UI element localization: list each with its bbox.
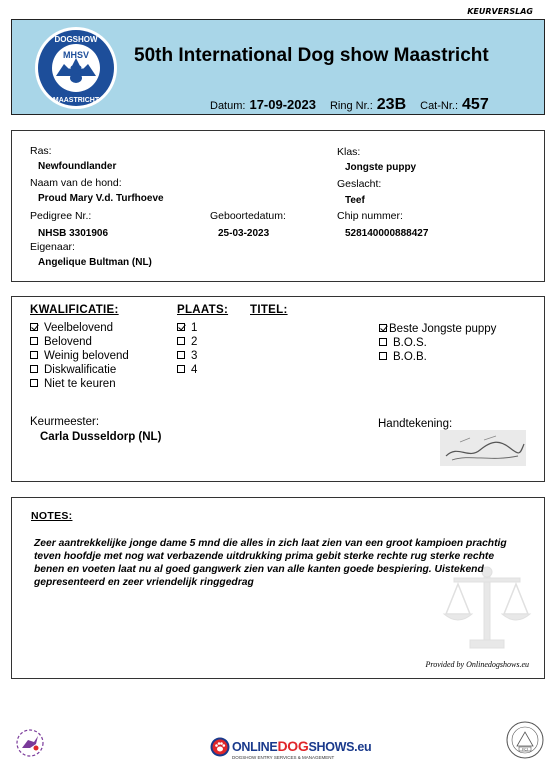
provided-by-text: Provided by Onlinedogshows.eu [425, 660, 529, 669]
pedigree-value: NHSB 3301906 [38, 228, 109, 239]
judge-label: Keurmeester: [30, 416, 100, 428]
show-header [11, 19, 545, 115]
birthdate-label: Geboortedatum: [210, 210, 286, 222]
qualification-heading: KWALIFICATIE: [30, 304, 119, 316]
chip-label: Chip nummer: [337, 210, 403, 222]
qualification-option: Diskwalificatie [30, 364, 116, 378]
catalog-number: 457 [462, 96, 489, 113]
qualification-option: Weinig belovend [30, 350, 129, 364]
checkbox-empty-icon [30, 365, 38, 373]
breed-label: Ras: [30, 145, 52, 157]
checkbox-empty-icon [177, 365, 185, 373]
owner-label: Eigenaar: [30, 241, 75, 253]
checkbox-empty-icon [177, 337, 185, 345]
dog-club-logo [14, 728, 46, 758]
checkbox-empty-icon [379, 352, 387, 360]
brand-tagline: DOGSHOW ENTRY SERVICES & MANAGEMENT [232, 755, 335, 760]
placement-option: 4 [177, 364, 197, 378]
qualification-option: Veelbelovend [30, 322, 113, 336]
judge-name: Carla Dusseldorp (NL) [40, 431, 162, 443]
qualification-option: Niet te keuren [30, 378, 116, 392]
brand-name: ONLINEDOGSHOWS.eu [232, 738, 372, 754]
ring-number: 23B [376, 96, 407, 113]
class-value: Jongste puppy [345, 162, 417, 173]
dog-name-label: Naam van de hond: [30, 177, 122, 189]
signature-image [440, 430, 526, 466]
signature-label: Handtekening: [378, 418, 453, 430]
title-option: Beste Jongste puppy [379, 323, 496, 337]
breed-value: Newfoundlander [38, 161, 117, 172]
svg-text:MAASTRICHT: MAASTRICHT [52, 97, 100, 104]
dogshow-mhsv-logo [34, 26, 118, 110]
pedigree-label: Pedigree Nr.: [30, 210, 92, 222]
placement-heading: PLAATS: [177, 304, 229, 316]
placement-option: 2 [177, 336, 197, 350]
dog-name-value: Proud Mary V.d. Turfhoeve [38, 193, 164, 204]
checkbox-checked-icon [379, 324, 387, 332]
sex-value: Teef [345, 195, 365, 206]
placement-option: 3 [177, 350, 197, 364]
checkbox-empty-icon [177, 351, 185, 359]
document-type-label: KEURVERSLAG [467, 7, 533, 16]
placement-option: 1 [177, 322, 197, 336]
checkbox-empty-icon [379, 338, 387, 346]
title-heading: TITEL: [250, 304, 288, 316]
class-label: Klas: [337, 146, 361, 158]
svg-text:DOGSHOW: DOGSHOW [54, 35, 98, 44]
judge-notes: Zeer aantrekkelijke jonge dame 5 mnd die alles in zich laat zien van een groot kampioen prachtig teven hoofdje met nog wat verbazende uitdrukking prima gebit sterke rechte rug sterke rechte benen en voeten laat nu al goed gangwerk zien van alle kanten goede bespiering. Uistekend gepresenteerd en zeer vriendelijk ringgedrag [34, 538, 507, 588]
svg-text:MHSV: MHSV [62, 50, 90, 60]
birthdate-value: 25-03-2023 [218, 228, 270, 239]
fci-logo [505, 720, 545, 760]
ring-label: Ring Nr.: [329, 100, 373, 112]
checkbox-empty-icon [30, 351, 38, 359]
show-meta [210, 96, 489, 114]
owner-value: Angelique Bultman (NL) [38, 257, 152, 268]
chip-value: 528140000888427 [345, 228, 429, 239]
sex-label: Geslacht: [337, 178, 382, 190]
qualification-option: Belovend [30, 336, 92, 350]
onlinedogshows-logo [210, 735, 372, 765]
paw-icon [210, 737, 230, 757]
notes-heading: NOTES: [31, 510, 73, 522]
show-title: 50th International Dog show Maastricht [134, 45, 489, 66]
title-option: B.O.S. [379, 337, 427, 351]
checkbox-empty-icon [30, 337, 38, 345]
checkbox-empty-icon [30, 379, 38, 387]
show-date: 17-09-2023 [249, 97, 316, 112]
checkbox-checked-icon [177, 323, 185, 331]
date-label: Datum: [210, 100, 246, 112]
checkbox-checked-icon [30, 323, 38, 331]
svg-text:FCI: FCI [522, 747, 528, 752]
title-option: B.O.B. [379, 351, 427, 365]
catalog-label: Cat-Nr.: [420, 100, 459, 112]
